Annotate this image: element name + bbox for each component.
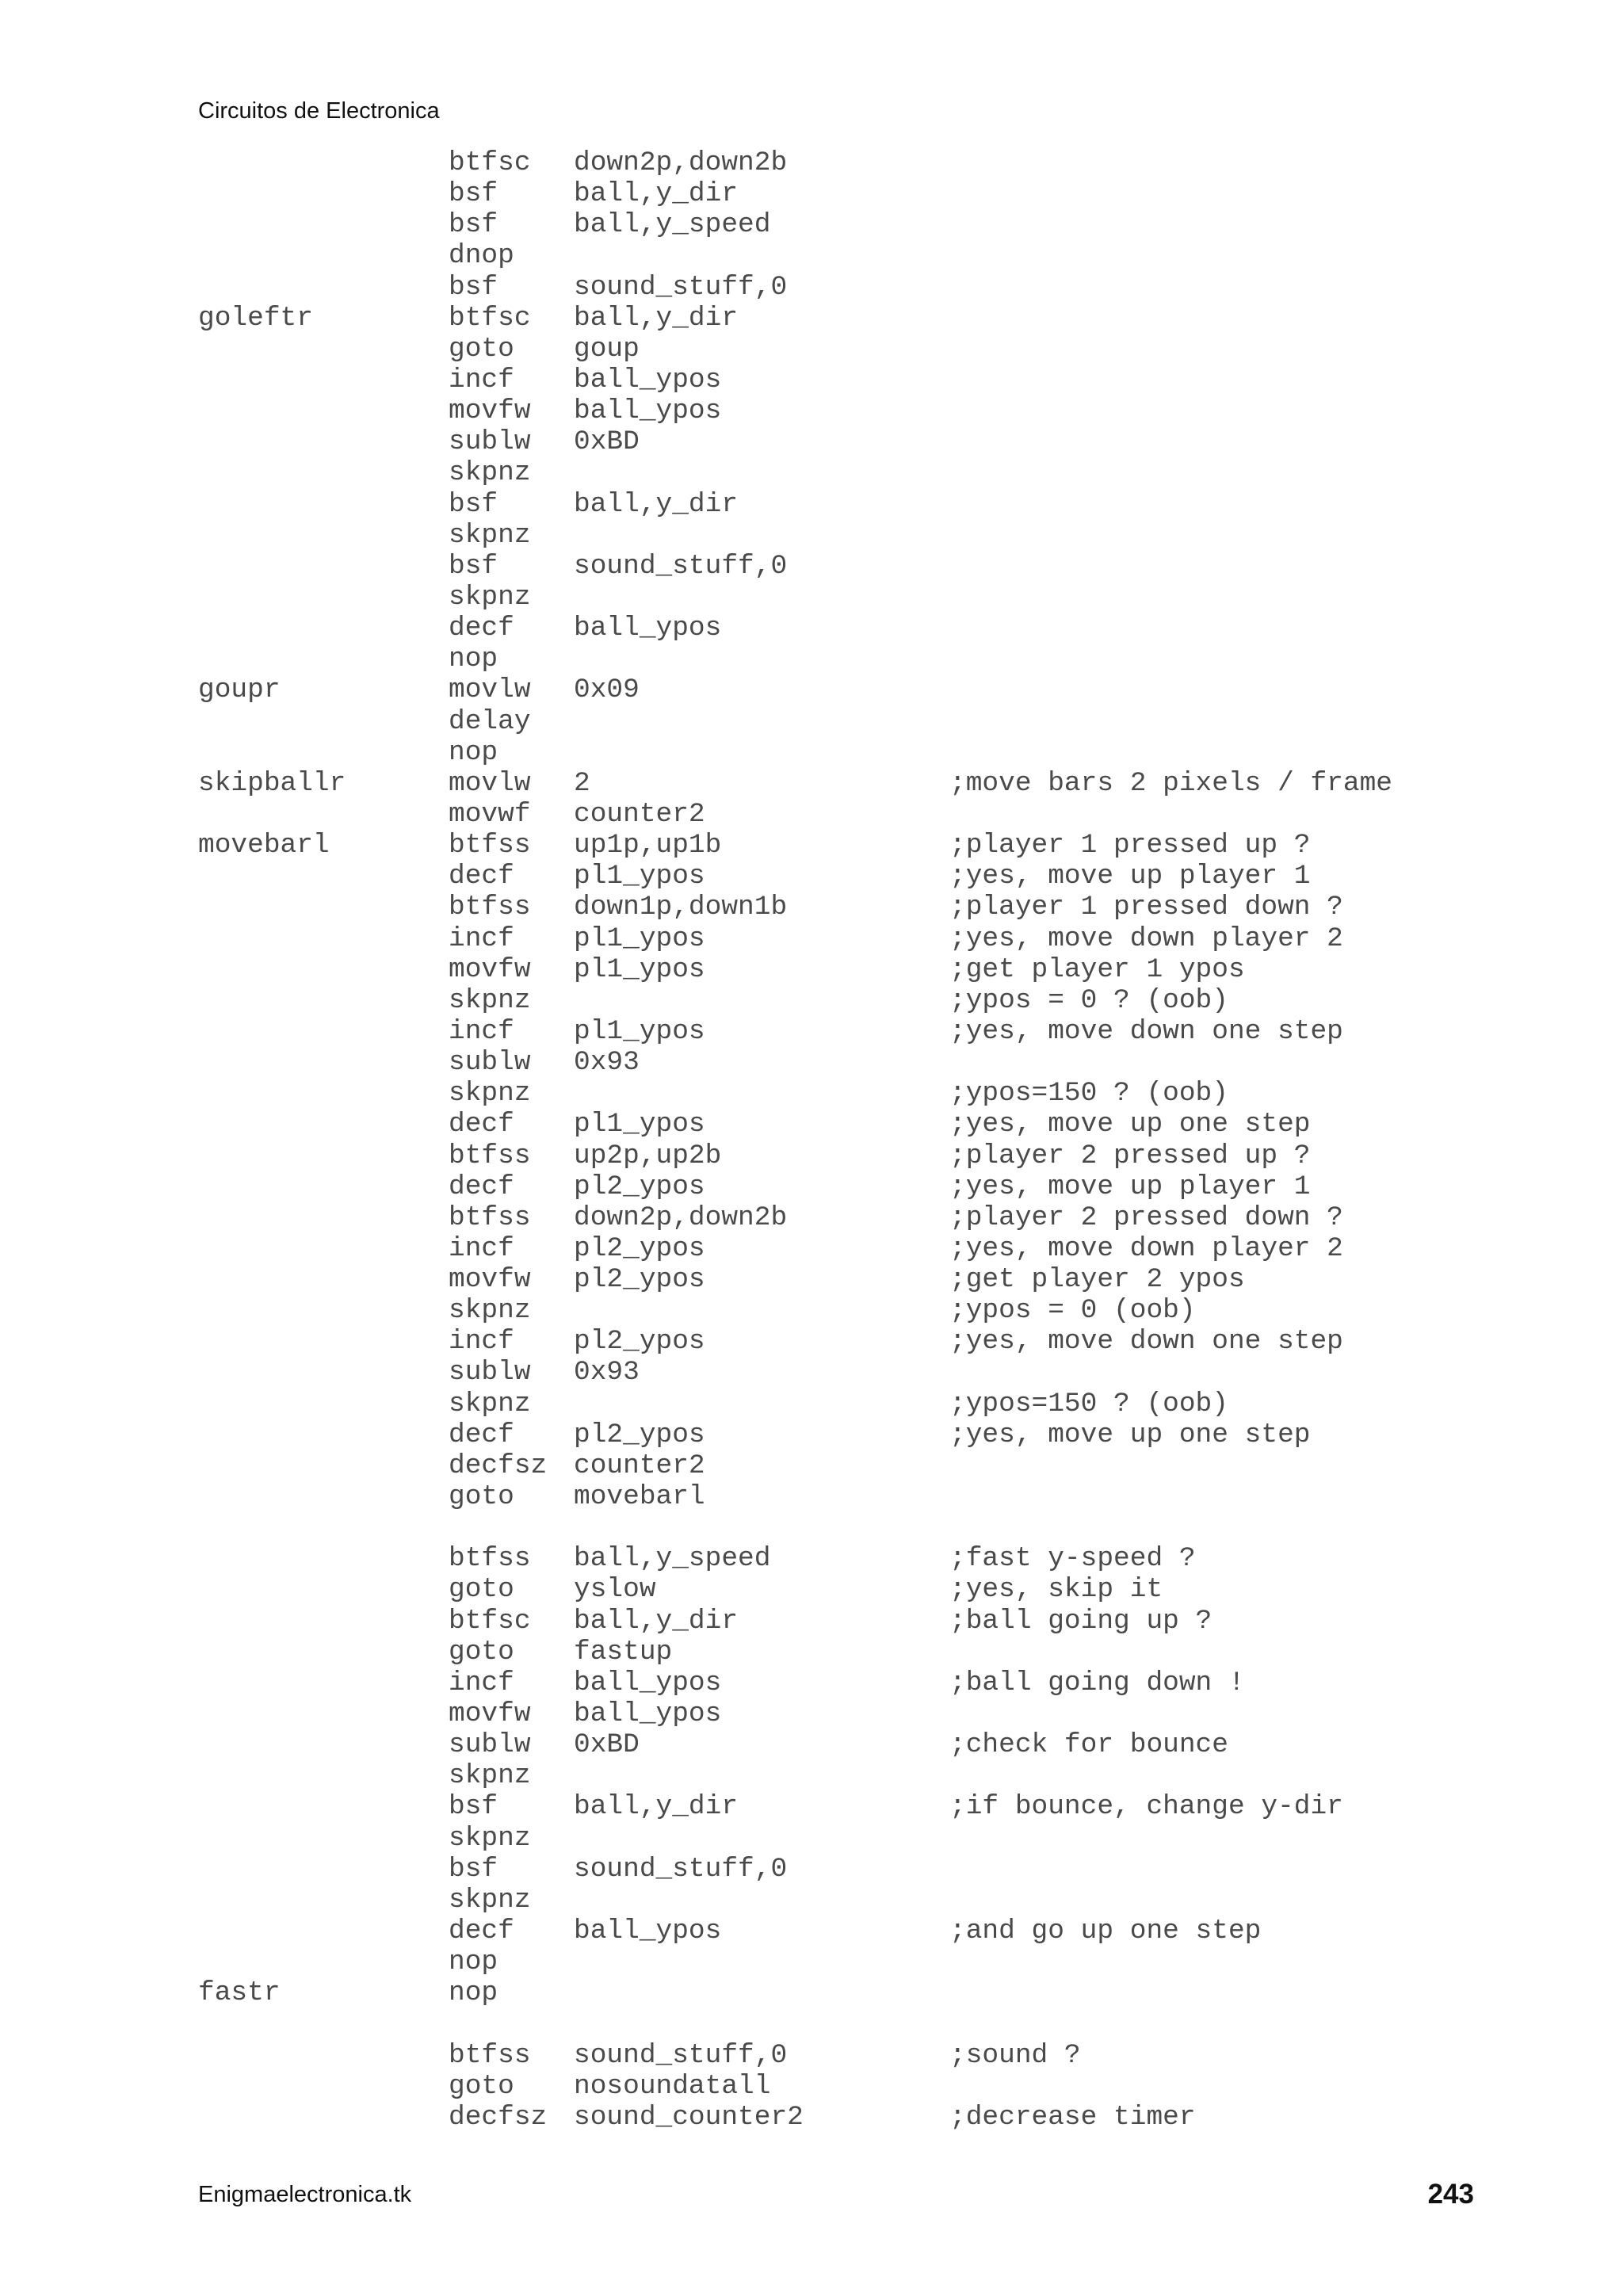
code-op: movfw: [449, 1264, 531, 1296]
code-op: goto: [449, 1636, 514, 1668]
code-arg: pl2_ypos: [574, 1326, 705, 1358]
code-arg: pl2_ypos: [574, 1419, 705, 1450]
code-comment: ;check for bounce: [949, 1729, 1228, 1761]
code-op: decf: [449, 1171, 514, 1202]
code-op: delay: [449, 705, 531, 737]
code-arg: ball,y_speed: [574, 209, 771, 241]
code-op: sublw: [449, 1047, 531, 1079]
code-comment: ;yes, move up one step: [949, 1419, 1311, 1450]
code-op: decf: [449, 1109, 514, 1140]
code-op: movfw: [449, 1698, 531, 1730]
code-comment: ;player 2 pressed up ?: [949, 1140, 1311, 1171]
code-comment: ;ball going down !: [949, 1667, 1245, 1698]
code-comment: ;player 1 pressed down ?: [949, 892, 1343, 923]
code-op: bsf: [449, 271, 498, 303]
code-op: decf: [449, 613, 514, 644]
code-comment: ;fast y-speed ?: [949, 1543, 1196, 1575]
code-op: btfss: [449, 1201, 531, 1233]
code-comment: ;player 2 pressed down ?: [949, 1201, 1343, 1233]
code-arg: up2p,up2b: [574, 1140, 722, 1171]
code-arg: sound_stuff,0: [574, 2039, 788, 2071]
code-op: goto: [449, 1574, 514, 1606]
code-arg: ball,y_dir: [574, 302, 739, 334]
code-comment: ;yes, skip it: [949, 1574, 1163, 1606]
code-op: skpnz: [449, 581, 531, 613]
code-arg: counter2: [574, 1450, 705, 1481]
code-op: decf: [449, 861, 514, 892]
code-comment: ;ypos = 0 (oob): [949, 1295, 1196, 1327]
code-arg: ball_ypos: [574, 364, 722, 395]
code-arg: pl1_ypos: [574, 923, 705, 954]
code-op: goto: [449, 1481, 514, 1513]
code-op: movlw: [449, 767, 531, 799]
code-op: bsf: [449, 488, 498, 520]
code-op: sublw: [449, 1357, 531, 1389]
code-op: skpnz: [449, 457, 531, 489]
code-comment: ;yes, move up one step: [949, 1109, 1311, 1140]
code-label: skipballr: [198, 767, 346, 799]
code-comment: ;yes, move down one step: [949, 1015, 1343, 1047]
code-arg: ball,y_speed: [574, 1543, 771, 1575]
code-comment: ;sound ?: [949, 2039, 1081, 2071]
code-arg: yslow: [574, 1574, 656, 1606]
code-op: btfss: [449, 892, 531, 923]
code-op: sublw: [449, 426, 531, 458]
code-comment: ;yes, move down one step: [949, 1326, 1343, 1358]
code-op: incf: [449, 1015, 514, 1047]
code-comment: ;yes, move down player 2: [949, 923, 1343, 954]
code-arg: ball_ypos: [574, 1916, 722, 1947]
code-op: bsf: [449, 550, 498, 582]
code-arg: pl1_ypos: [574, 1109, 705, 1140]
code-op: movfw: [449, 395, 531, 427]
code-op: bsf: [449, 1791, 498, 1823]
code-arg: pl2_ypos: [574, 1171, 705, 1202]
code-op: btfsc: [449, 302, 531, 334]
code-op: decfsz: [449, 1450, 548, 1481]
code-arg: 0x09: [574, 674, 640, 706]
code-comment: ;ypos=150 ? (oob): [949, 1388, 1228, 1419]
code-op: sublw: [449, 1729, 531, 1761]
code-arg: ball,y_dir: [574, 178, 739, 210]
code-op: nop: [449, 1946, 498, 1978]
code-op: btfsc: [449, 147, 531, 178]
code-comment: ;player 1 pressed up ?: [949, 830, 1311, 861]
code-op: incf: [449, 1232, 514, 1264]
code-arg: down1p,down1b: [574, 892, 788, 923]
code-op: skpnz: [449, 519, 531, 551]
code-arg: goup: [574, 333, 640, 365]
code-arg: up1p,up1b: [574, 830, 722, 861]
code-arg: 0x93: [574, 1357, 640, 1389]
code-comment: ;and go up one step: [949, 1916, 1262, 1947]
code-arg: 2: [574, 767, 590, 799]
code-op: goto: [449, 333, 514, 365]
code-comment: ;ypos=150 ? (oob): [949, 1078, 1228, 1110]
code-op: skpnz: [449, 1760, 531, 1792]
code-arg: ball,y_dir: [574, 1605, 739, 1637]
code-comment: ;get player 1 ypos: [949, 953, 1245, 985]
code-op: btfss: [449, 1140, 531, 1171]
code-label: goleftr: [198, 302, 313, 334]
code-op: skpnz: [449, 1884, 531, 1916]
code-op: skpnz: [449, 1078, 531, 1110]
page-header-title: Circuitos de Electronica: [198, 98, 440, 124]
code-op: goto: [449, 2070, 514, 2102]
code-op: skpnz: [449, 1295, 531, 1327]
code-arg: down2p,down2b: [574, 1201, 788, 1233]
code-comment: ;decrease timer: [949, 2101, 1196, 2133]
code-op: bsf: [449, 209, 498, 241]
code-arg: pl1_ypos: [574, 861, 705, 892]
footer-site: Enigmaelectronica.tk: [198, 2182, 412, 2207]
code-op: incf: [449, 1326, 514, 1358]
code-arg: movebarl: [574, 1481, 705, 1513]
code-comment: ;ypos = 0 ? (oob): [949, 984, 1228, 1016]
code-op: btfss: [449, 830, 531, 861]
code-op: movfw: [449, 953, 531, 985]
code-op: skpnz: [449, 1822, 531, 1854]
code-op: nop: [449, 736, 498, 768]
code-op: decf: [449, 1419, 514, 1450]
code-op: movwf: [449, 798, 531, 830]
page-number: 243: [1427, 2179, 1474, 2210]
code-op: skpnz: [449, 984, 531, 1016]
code-arg: pl1_ypos: [574, 953, 705, 985]
code-arg: ball_ypos: [574, 1698, 722, 1730]
code-arg: sound_stuff,0: [574, 1853, 788, 1885]
code-comment: ;yes, move down player 2: [949, 1232, 1343, 1264]
code-arg: 0x93: [574, 1047, 640, 1079]
code-arg: sound_counter2: [574, 2101, 804, 2133]
code-op: skpnz: [449, 1388, 531, 1419]
code-arg: fastup: [574, 1636, 673, 1668]
code-op: dnop: [449, 240, 514, 272]
code-op: bsf: [449, 1853, 498, 1885]
code-comment: ;yes, move up player 1: [949, 861, 1311, 892]
code-arg: ball,y_dir: [574, 1791, 739, 1823]
code-comment: ;get player 2 ypos: [949, 1264, 1245, 1296]
code-op: decf: [449, 1916, 514, 1947]
code-op: nop: [449, 644, 498, 675]
code-comment: ;if bounce, change y-dir: [949, 1791, 1343, 1823]
code-arg: nosoundatall: [574, 2070, 771, 2102]
code-arg: ball_ypos: [574, 395, 722, 427]
code-op: incf: [449, 923, 514, 954]
code-comment: ;yes, move up player 1: [949, 1171, 1311, 1202]
code-arg: pl2_ypos: [574, 1232, 705, 1264]
code-op: incf: [449, 364, 514, 395]
code-arg: pl2_ypos: [574, 1264, 705, 1296]
code-arg: ball_ypos: [574, 1667, 722, 1698]
code-op: btfss: [449, 2039, 531, 2071]
code-op: btfss: [449, 1543, 531, 1575]
code-op: movlw: [449, 674, 531, 706]
code-label: movebarl: [198, 830, 330, 861]
code-arg: down2p,down2b: [574, 147, 788, 178]
code-comment: ;move bars 2 pixels / frame: [949, 767, 1392, 799]
code-label: goupr: [198, 674, 281, 706]
code-op: decfsz: [449, 2101, 548, 2133]
code-arg: pl1_ypos: [574, 1015, 705, 1047]
code-arg: ball_ypos: [574, 613, 722, 644]
code-arg: counter2: [574, 798, 705, 830]
code-arg: sound_stuff,0: [574, 271, 788, 303]
code-arg: 0xBD: [574, 426, 640, 458]
code-op: bsf: [449, 178, 498, 210]
code-label: fastr: [198, 1977, 281, 2009]
code-op: btfsc: [449, 1605, 531, 1637]
code-arg: 0xBD: [574, 1729, 640, 1761]
code-comment: ;ball going up ?: [949, 1605, 1212, 1637]
code-op: nop: [449, 1977, 498, 2009]
code-arg: sound_stuff,0: [574, 550, 788, 582]
code-op: incf: [449, 1667, 514, 1698]
code-arg: ball,y_dir: [574, 488, 739, 520]
